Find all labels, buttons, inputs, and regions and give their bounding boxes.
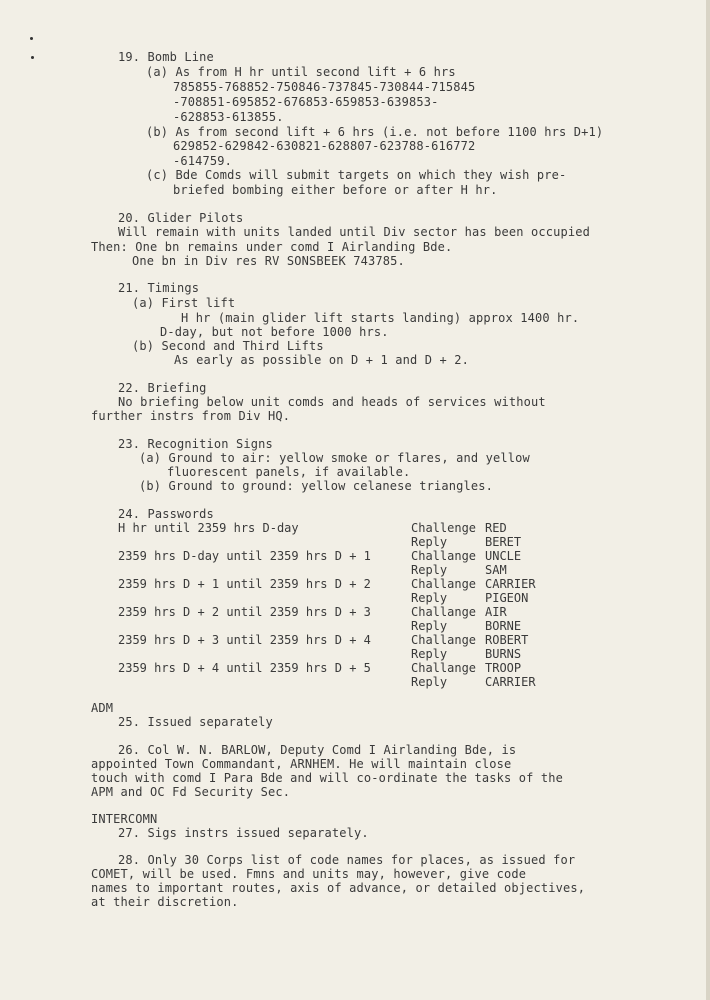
section-28: COMET, will be used. Fmns and units may, however, give code (91, 867, 527, 881)
section-21-b-text: As early as possible on D + 1 and D + 2. (174, 353, 469, 367)
password-period: 2359 hrs D-day until 2359 hrs D + 1 (118, 549, 371, 563)
challenge-label: Challange (411, 549, 477, 563)
section-22-title: 22. Briefing (118, 381, 207, 395)
reply-word: BERET (485, 535, 522, 549)
section-19-c: (c) Bde Comds will submit targets on which they wish pre- (146, 168, 567, 182)
section-22-text: further instrs from Div HQ. (91, 409, 291, 423)
section-28: names to important routes, axis of advance, or detailed objectives, (91, 881, 586, 895)
section-22-text: No briefing below unit comds and heads of services without (118, 395, 546, 409)
password-period: 2359 hrs D + 1 until 2359 hrs D + 2 (118, 577, 371, 591)
reply-word: SAM (485, 563, 507, 577)
reply-label: Reply (411, 563, 448, 577)
section-23-a: fluorescent panels, if available. (167, 465, 411, 479)
challenge-label: Challange (411, 605, 477, 619)
reply-word: CARRIER (485, 675, 536, 689)
section-20-text: Will remain with units landed until Div sector has been occupied (118, 225, 590, 239)
section-21-a-text: D-day, but not before 1000 hrs. (160, 325, 389, 339)
reply-word: BURNS (485, 647, 522, 661)
section-19-a-coords: -708851-695852-676853-659853-639853- (173, 95, 439, 109)
section-19-c: briefed bombing either before or after H hr. (173, 183, 498, 197)
reply-label: Reply (411, 535, 448, 549)
challenge-label: Challange (411, 577, 477, 591)
password-period: 2359 hrs D + 4 until 2359 hrs D + 5 (118, 661, 371, 675)
section-24-title: 24. Passwords (118, 507, 214, 521)
reply-label: Reply (411, 647, 448, 661)
challenge-word: UNCLE (485, 549, 522, 563)
section-27: 27. Sigs instrs issued separately. (118, 826, 369, 840)
binder-hole-mark (31, 56, 34, 59)
section-21-a-text: H hr (main glider lift starts landing) approx 1400 hr. (181, 311, 580, 325)
section-20-title: 20. Glider Pilots (118, 211, 244, 225)
section-20-text: One bn in Div res RV SONSBEEK 743785. (132, 254, 405, 268)
section-26: APM and OC Fd Security Sec. (91, 785, 291, 799)
binder-hole-mark (30, 37, 33, 40)
section-28: at their discretion. (91, 895, 239, 909)
intercomn-heading: INTERCOMN (91, 812, 158, 826)
reply-label: Reply (411, 591, 448, 605)
section-19-a-coords: 785855-768852-750846-737845-730844-715845 (173, 80, 476, 94)
reply-label: Reply (411, 619, 448, 633)
section-25: 25. Issued separately (118, 715, 273, 729)
section-19-b-coords: 629852-629842-630821-628807-623788-616772 (173, 139, 476, 153)
section-23-a: (a) Ground to air: yellow smoke or flares, and yellow (139, 451, 530, 465)
section-21-b: (b) Second and Third Lifts (132, 339, 324, 353)
section-19-a-coords: -628853-613855. (173, 110, 284, 124)
section-20-text: Then: One bn remains under comd I Airlanding Bde. (91, 240, 453, 254)
section-23-title: 23. Recognition Signs (118, 437, 273, 451)
section-21-a: (a) First lift (132, 296, 236, 310)
section-23-b: (b) Ground to ground: yellow celanese triangles. (139, 479, 493, 493)
section-28: 28. Only 30 Corps list of code names for places, as issued for (118, 853, 576, 867)
challenge-label: Challange (411, 633, 477, 647)
reply-word: PIGEON (485, 591, 529, 605)
challenge-label: Challange (411, 661, 477, 675)
section-19-title: 19. Bomb Line (118, 50, 214, 64)
challenge-word: RED (485, 521, 507, 535)
adm-heading: ADM (91, 701, 114, 715)
section-21-title: 21. Timings (118, 281, 200, 295)
reply-label: Reply (411, 675, 448, 689)
password-period: H hr until 2359 hrs D-day (118, 521, 299, 535)
challenge-label: Challenge (411, 521, 477, 535)
challenge-word: CARRIER (485, 577, 536, 591)
password-period: 2359 hrs D + 3 until 2359 hrs D + 4 (118, 633, 371, 647)
section-19-b: (b) As from second lift + 6 hrs (i.e. not before 1100 hrs D+1) (146, 125, 604, 139)
challenge-word: TROOP (485, 661, 522, 675)
section-19-a: (a) As from H hr until second lift + 6 hrs (146, 65, 456, 79)
password-period: 2359 hrs D + 2 until 2359 hrs D + 3 (118, 605, 371, 619)
challenge-word: ROBERT (485, 633, 529, 647)
section-26: 26. Col W. N. BARLOW, Deputy Comd I Airlanding Bde, is (118, 743, 517, 757)
reply-word: BORNE (485, 619, 522, 633)
section-19-b-coords: -614759. (173, 154, 232, 168)
section-26: touch with comd I Para Bde and will co-ordinate the tasks of the (91, 771, 563, 785)
page-edge (706, 0, 710, 1000)
challenge-word: AIR (485, 605, 507, 619)
section-26: appointed Town Commandant, ARNHEM. He will maintain close (91, 757, 512, 771)
